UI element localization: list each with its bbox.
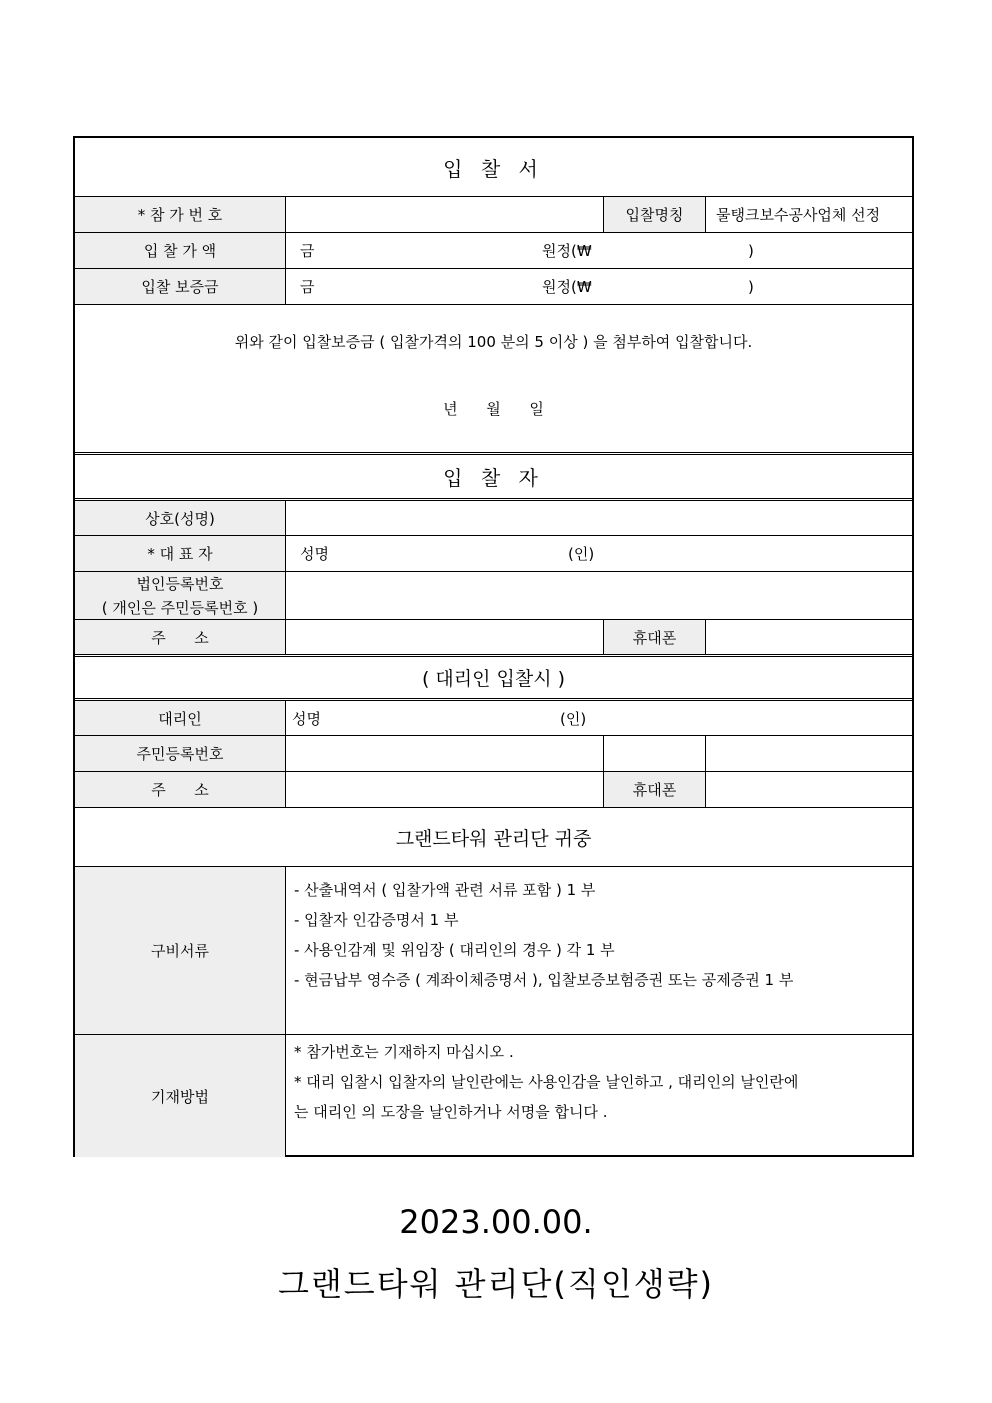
reg-label [75,572,286,619]
agent-id-extra-field[interactable] [706,736,912,771]
agent-phone-field[interactable] [706,772,912,807]
rep-name-label: 성명 [300,545,329,563]
bidder-address-row [75,619,912,654]
participant-no-field[interactable] [286,197,604,232]
deposit-label: 입찰 보증금 [75,269,286,304]
agent-title: ( 대리인 입찰시 ) [421,668,566,690]
agent-title-row [75,654,912,698]
documents-item: - 입찰자 인감증명서 1 부 [294,911,459,929]
agent-label: 대리인 [75,701,286,735]
documents-item: - 현금납부 영수증 ( 계좌이체증명서 ), 입찰보증보험증권 또는 공제증권 1 부 [294,971,794,989]
agent-seal: (인) [560,709,587,728]
form-title-row [75,138,912,196]
bid-price-row [75,232,912,268]
agent-address-row [75,771,912,807]
participant-no-label: * 참 가 번 호 [75,197,286,232]
bidder-address-field[interactable] [286,620,604,654]
company-field[interactable] [286,501,912,535]
statement-block [75,304,912,452]
addressee-row [75,807,912,866]
instructions-item: * 대리 입찰시 입찰자의 날인란에는 사용인감을 날인하고 , 대리인의 날인란에 [294,1073,799,1091]
participant-row [75,196,912,232]
documents-label: 구비서류 [75,867,286,1034]
form-title: 입 찰 서 [443,156,544,181]
bid-price-field[interactable] [286,233,912,268]
date-line: 년 월 일 [443,400,544,418]
bidder-phone-label: 휴대폰 [604,620,706,654]
agent-name-label: 성명 [292,709,321,728]
footer-date: 2023.00.00. [399,1203,593,1241]
deposit-field[interactable] [286,269,912,304]
bidder-address-label: 주 소 [75,620,286,654]
instructions-row [75,1034,912,1157]
deposit-won: 원정(₩ [542,278,592,296]
bidder-title: 입 찰 자 [443,466,544,490]
agent-id-field[interactable] [286,736,604,771]
deposit-close: ) [748,277,754,296]
reg-label-line2: ( 개인은 주민등록번호 ) [101,598,259,617]
reg-label-line1: 법인등록번호 [136,574,224,593]
deposit-prefix: 금 [300,278,315,296]
bidder-phone-field[interactable] [706,620,912,654]
reg-field[interactable] [286,572,912,619]
bid-name-label: 입찰명칭 [604,197,706,232]
agent-address-label: 주 소 [75,772,286,807]
bid-form [73,136,914,1157]
rep-label: * 대 표 자 [75,536,286,571]
agent-id-row [75,735,912,771]
documents-row [75,866,912,1034]
statement-text: 위와 같이 입찰보증금 ( 입찰가격의 100 분의 5 이상 ) 을 첨부하여 입찰합니다. [234,333,753,351]
rep-seal: (인) [568,545,595,563]
agent-address-field[interactable] [286,772,604,807]
agent-field[interactable] [286,701,912,735]
agent-id-extra-cell[interactable] [604,736,706,771]
deposit-row [75,268,912,304]
instructions-item: * 참가번호는 기재하지 마십시오 . [294,1043,514,1061]
agent-phone-label: 휴대폰 [604,772,706,807]
agent-row [75,698,912,735]
rep-row [75,535,912,571]
instructions-label: 기재방법 [75,1035,286,1157]
documents-item: - 사용인감계 및 위임장 ( 대리인의 경우 ) 각 1 부 [294,941,615,959]
company-row [75,498,912,535]
bid-price-close: ) [748,241,754,260]
bid-price-prefix: 금 [300,242,315,260]
reg-row [75,571,912,619]
documents-item: - 산출내역서 ( 입찰가액 관련 서류 포함 ) 1 부 [294,881,596,899]
company-label: 상호(성명) [75,501,286,535]
instructions-list [286,1035,912,1157]
bid-name-value: 물탱크보수공사업체 선정 [716,206,881,224]
agent-id-label: 주민등록번호 [75,736,286,771]
footer-issuer: 그랜드타워 관리단(직인생략) [277,1265,715,1303]
bid-price-won: 원정(₩ [542,242,592,260]
addressee: 그랜드타워 관리단 귀중 [395,827,592,850]
bidder-title-row [75,452,912,498]
documents-list [286,867,912,1034]
rep-field[interactable] [286,536,912,571]
bid-price-label: 입 찰 가 액 [75,233,286,268]
instructions-item: 는 대리인 의 도장을 날인하거나 서명을 합니다 . [294,1103,608,1121]
